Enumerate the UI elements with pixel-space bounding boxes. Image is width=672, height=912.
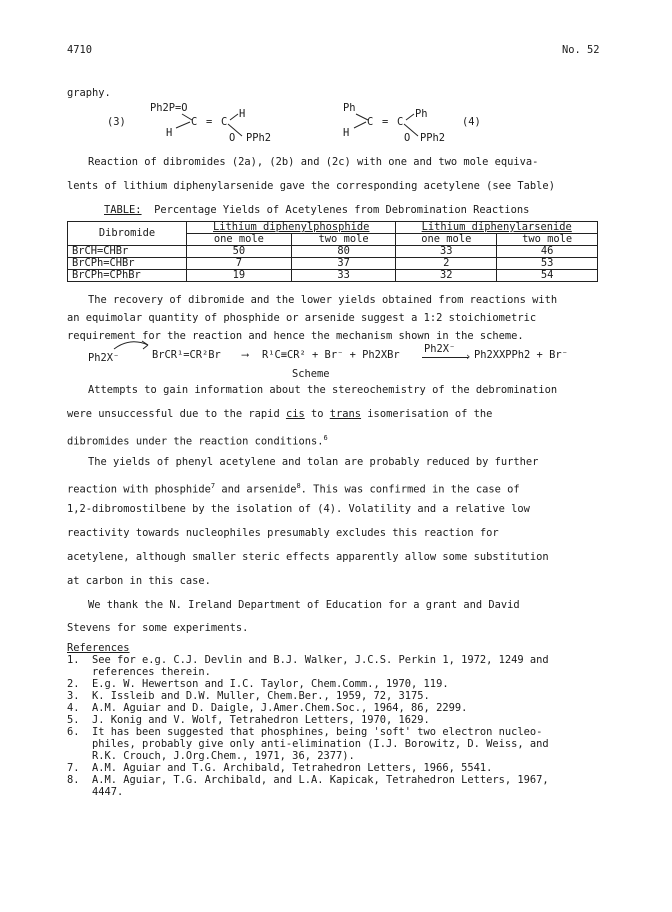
paragraph-line: Stevens for some experiments.	[67, 622, 249, 634]
ref-superscript: 8	[296, 482, 301, 490]
structure-atom: C	[221, 116, 228, 128]
table-cell: 33	[291, 270, 396, 282]
structure-bond: =	[382, 116, 389, 128]
reference-text: It has been suggested that phosphines, being 'soft' two electron nucleo-	[92, 726, 543, 738]
table-caption	[104, 204, 529, 216]
paragraph-line	[67, 432, 328, 447]
issue-number: No. 52	[562, 44, 600, 56]
structure-bonds	[348, 108, 438, 138]
paragraph-line: Reaction of dibromides (2a), (2b) and (2c) with one and two mole equiva-	[88, 156, 539, 168]
table-cell: 37	[291, 258, 396, 270]
references-title: References	[67, 642, 130, 654]
reference-text: references therein.	[92, 666, 211, 678]
paragraph-line: The recovery of dibromide and the lower yields obtained from reactions with	[88, 294, 558, 306]
table-cell: BrCH=CHBr	[68, 246, 187, 258]
ref-superscript: 6	[323, 434, 328, 442]
table-cell: 32	[396, 270, 497, 282]
structure-atom: Ph2P=O	[150, 102, 188, 114]
reference-number: 4.	[67, 702, 80, 714]
reference-text: A.M. Aguiar, T.G. Archibald, and L.A. Kapicak, Tetrahedron Letters, 1967,	[92, 774, 549, 786]
arrowhead-icon: ›	[465, 351, 472, 363]
structure-atom: O	[229, 132, 236, 144]
structure-bond: =	[206, 116, 213, 128]
reference-text: E.g. W. Hewertson and I.C. Taylor, Chem.Comm., 1970, 119.	[92, 678, 449, 690]
table-group-header: Lithium diphenylphosphide	[187, 222, 396, 234]
reference-text: See for e.g. C.J. Devlin and B.J. Walker, J.C.S. Perkin 1, 1972, 1249 and	[92, 654, 549, 666]
table-cell: 80	[291, 246, 396, 258]
paragraph-line: at carbon in this case.	[67, 575, 211, 587]
reference-text: K. Issleib and D.W. Muller, Chem.Ber., 1959, 72, 3175.	[92, 690, 430, 702]
table-caption-text: Percentage Yields of Acetylenes from Debromination Reactions	[154, 204, 530, 216]
table-subheader: two mole	[291, 234, 396, 246]
paragraph-line: lents of lithium diphenylarsenide gave the corresponding acetylene (see Table)	[67, 180, 555, 192]
table-cell: 19	[187, 270, 292, 282]
table-cell: 54	[497, 270, 598, 282]
structure-atom: H	[239, 108, 246, 120]
scheme-substrate: BrCR¹=CR²Br	[152, 349, 221, 361]
paragraph-line: acetylene, although smaller steric effects apparently allow some substitution	[67, 551, 549, 563]
paragraph-text: dibromides under the reaction conditions.	[67, 435, 324, 448]
structure-atom: C	[191, 116, 198, 128]
scheme-reaction-arrow	[422, 357, 468, 358]
paragraph-line: reactivity towards nucleophiles presumably excludes this reaction for	[67, 527, 499, 539]
paragraph-line	[67, 480, 520, 495]
table-cell: BrCPh=CPhBr	[68, 270, 187, 282]
page-number: 4710	[67, 44, 93, 56]
structure-label: (3)	[107, 116, 126, 128]
paragraph-text: reaction with phosphide	[67, 483, 211, 496]
ref-superscript: 7	[210, 482, 216, 490]
term-cis: cis	[285, 408, 305, 420]
structure-label: (4)	[462, 116, 481, 128]
paragraph-line: Attempts to gain information about the stereochemistry of the debromination	[88, 384, 558, 396]
table-subheader: two mole	[497, 234, 598, 246]
paragraph-line: 1,2-dibromostilbene by the isolation of (4). Volatility and a relative low	[67, 503, 530, 515]
structure-atom: Ph	[343, 102, 356, 114]
scheme-reactant: Ph2X⁻	[88, 352, 120, 364]
table-row	[68, 270, 598, 282]
word-to: to	[304, 408, 330, 420]
intro-fragment: graphy.	[67, 87, 111, 99]
reference-number: 6.	[67, 726, 80, 738]
table-row	[68, 258, 598, 270]
table-cell: 7	[187, 258, 292, 270]
table-cell: BrCPh=CHBr	[68, 258, 187, 270]
reference-text: A.M. Aguiar and D. Daigle, J.Amer.Chem.Soc., 1964, 86, 2299.	[92, 702, 468, 714]
table-row	[68, 246, 598, 258]
structure-atom: H	[166, 127, 173, 139]
structure-atom: Ph	[415, 108, 428, 120]
reference-number: 7.	[67, 762, 80, 774]
structure-atom: O	[404, 132, 411, 144]
table-cell: 2	[396, 258, 497, 270]
table-cell: 50	[187, 246, 292, 258]
table-caption-label: TABLE:	[104, 204, 142, 216]
table-subheader: one mole	[396, 234, 497, 246]
reference-number: 3.	[67, 690, 80, 702]
structure-atom: H	[343, 127, 350, 139]
table-cell: 33	[396, 246, 497, 258]
reference-text: R.K. Crouch, J.Org.Chem., 1971, 36, 2377).	[92, 750, 355, 762]
reference-text: philes, probably give only anti-elimination (I.J. Borowitz, D. Weiss, and	[92, 738, 549, 750]
table-cell: 46	[497, 246, 598, 258]
reference-number: 1.	[67, 654, 80, 666]
reference-text: A.M. Aguiar and T.G. Archibald, Tetrahedron Letters, 1966, 5541.	[92, 762, 493, 774]
paragraph-line: We thank the N. Ireland Department of Education for a grant and David	[88, 599, 520, 611]
reference-text: 4447.	[92, 786, 124, 798]
table-group-header: Lithium diphenylarsenide	[396, 222, 598, 234]
structure-atom: C	[397, 116, 404, 128]
table-cell: 53	[497, 258, 598, 270]
structure-bonds	[170, 108, 260, 138]
structure-atom: C	[367, 116, 374, 128]
reference-number: 5.	[67, 714, 80, 726]
table-header: Dibromide	[68, 222, 187, 246]
paragraph-line: The yields of phenyl acetylene and tolan are probably reduced by further	[88, 456, 539, 468]
paragraph-line: an equimolar quantity of phosphide or arsenide suggest a 1:2 stoichiometric	[67, 312, 537, 324]
paragraph-line: requirement for the reaction and hence the mechanism shown in the scheme.	[67, 330, 524, 342]
scheme-reagent: Ph2X⁻	[424, 343, 456, 355]
table-subheader: one mole	[187, 234, 292, 246]
paragraph-text: . This was confirmed in the case of	[300, 483, 520, 496]
term-trans: trans	[329, 408, 362, 420]
paragraph-line: were unsuccessful due to the rapid cis to trans isomerisation of the	[67, 408, 493, 420]
reference-number: 2.	[67, 678, 80, 690]
scheme-products: R¹C≡CR² + Br⁻ + Ph2XBr	[262, 349, 400, 361]
structure-atom: PPh2	[246, 132, 272, 144]
yields-table	[67, 221, 598, 282]
scheme-arrow: ⟶	[242, 349, 249, 361]
reference-text: J. Konig and V. Wolf, Tetrahedron Letters, 1970, 1629.	[92, 714, 430, 726]
structure-atom: PPh2	[420, 132, 446, 144]
reference-number: 8.	[67, 774, 80, 786]
paragraph-text: and arsenide	[221, 483, 297, 496]
scheme-label: Scheme	[292, 368, 330, 380]
scheme-final: Ph2XXPPh2 + Br⁻	[474, 349, 568, 361]
